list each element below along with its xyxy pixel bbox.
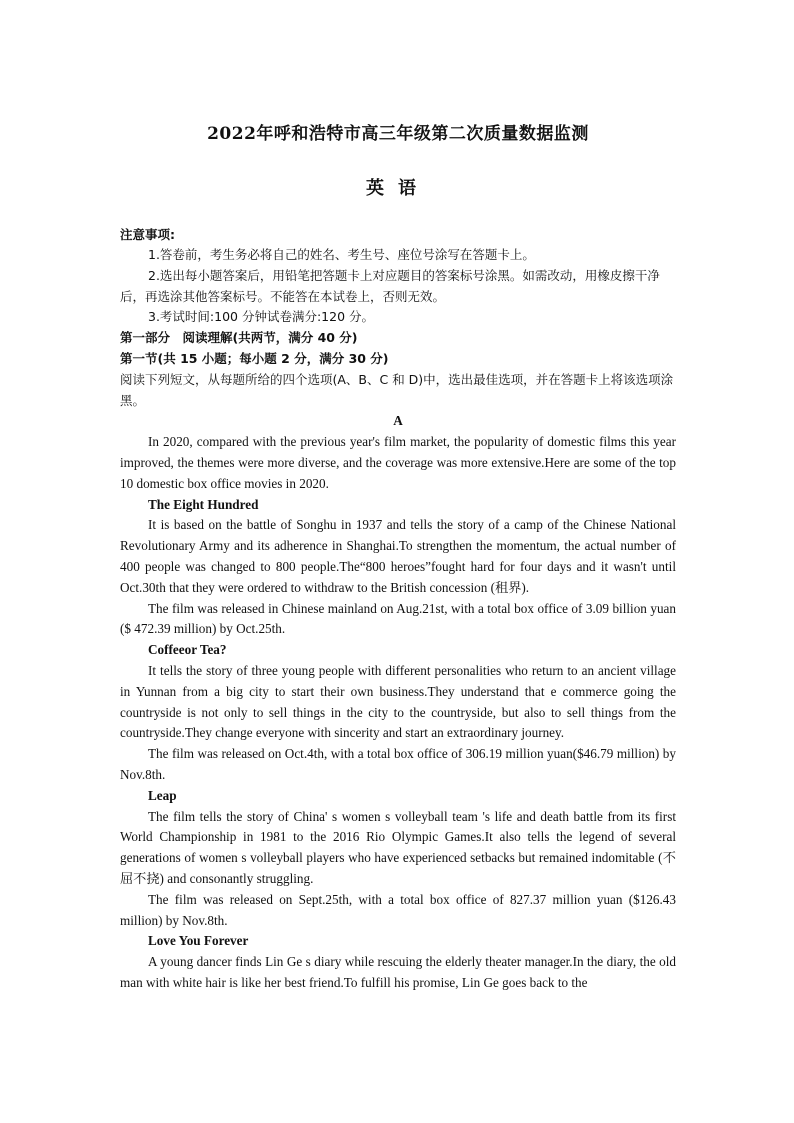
passage-intro: In 2020, compared with the previous year's film market, the popularity of domestic films this year improved, the themes were more diverse, and the coverage was more extensive.Here are some of the top 10 domestic box office movies in 2020. <box>120 434 676 491</box>
subject-title: 英语 <box>366 178 430 199</box>
note-item: 3.考试时间:100 分钟试卷满分:120 分。 <box>148 309 375 325</box>
film-paragraph: It tells the story of three young people with different personalities who return to an ancient village in Yunnan from a big city to start their own business.They understand that e commerce going the countryside is not only to sell things in the city to the countryside, but also to sell things from the countryside.They change everyone with sincerity and start an extraordinary journey. <box>120 662 676 741</box>
film-paragraph: It is based on the battle of Songhu in 1937 and tells the story of a camp of the Chinese National Revolutionary Army and its adherence in Shanghai.To strengthen the momentum, the actual number of 400 people was changed to 800 people.The“800 heroes”fought hard for four days and it wasn't until Oct.30th that they were ordered to withdraw to the British concession (租界). <box>120 517 676 595</box>
note-item: 1.答卷前，考生务必将自己的姓名、考生号、座位号涂写在答题卡上。 <box>148 247 535 262</box>
film-paragraph: The film was released in Chinese mainland on Aug.21st, with a total box office of 3.09 billion yuan ($ 472.39 million) by Oct.25th. <box>120 600 676 637</box>
film-paragraph: The film was released on Oct.4th, with a total box office of 306.19 million yuan($46.79 million) by Nov.8th. <box>120 746 676 782</box>
film-title: Coffeeor Tea? <box>148 642 227 658</box>
film-title: Leap <box>148 787 177 803</box>
part-heading: 第一部分 阅读理解(共两节，满分 40 分) <box>120 330 358 346</box>
film-title: Love You Forever <box>148 933 249 949</box>
passage-label: A <box>393 413 403 429</box>
notes-heading: 注意事项: <box>120 227 175 242</box>
exam-page <box>120 118 676 994</box>
film-title: The Eight Hundred <box>148 496 259 512</box>
film-paragraph: The film tells the story of China' s women s volleyball team 's life and death battle from its first World Championship in 1981 to the 2016 Rio Olympic Games.It also tells the legend of several generations of women s volleyball players who have experienced setbacks but remained indomitable (不屈不挠) and consonantly struggling. <box>120 808 676 886</box>
instruction: 阅读下列短文，从每题所给的四个选项(A、B、C 和 D)中，选出最佳选项，并在答题卡上将该选项涂黑。 <box>120 371 674 408</box>
film-paragraph: A young dancer finds Lin Ge s diary while rescuing the elderly theater manager.In the diary, the old man with white hair is like her best friend.To fulfill his promise, Lin Ge goes back to the <box>120 954 676 990</box>
note-item: 2.选出每小题答案后，用铅笔把答题卡上对应题目的答案标号涂黑。如需改动，用橡皮擦干净后，再选涂其他答案标号。不能答在本试卷上，否则无效。 <box>120 267 660 304</box>
film-paragraph: The film was released on Sept.25th, with a total box office of 827.37 million yuan ($126.43 million) by Nov.8th. <box>120 891 676 928</box>
exam-title: 2022年呼和浩特市高三年级第二次质量数据监测 <box>207 124 589 144</box>
section-heading: 第一节(共 15 小题；每小题 2 分，满分 30 分) <box>120 350 389 366</box>
